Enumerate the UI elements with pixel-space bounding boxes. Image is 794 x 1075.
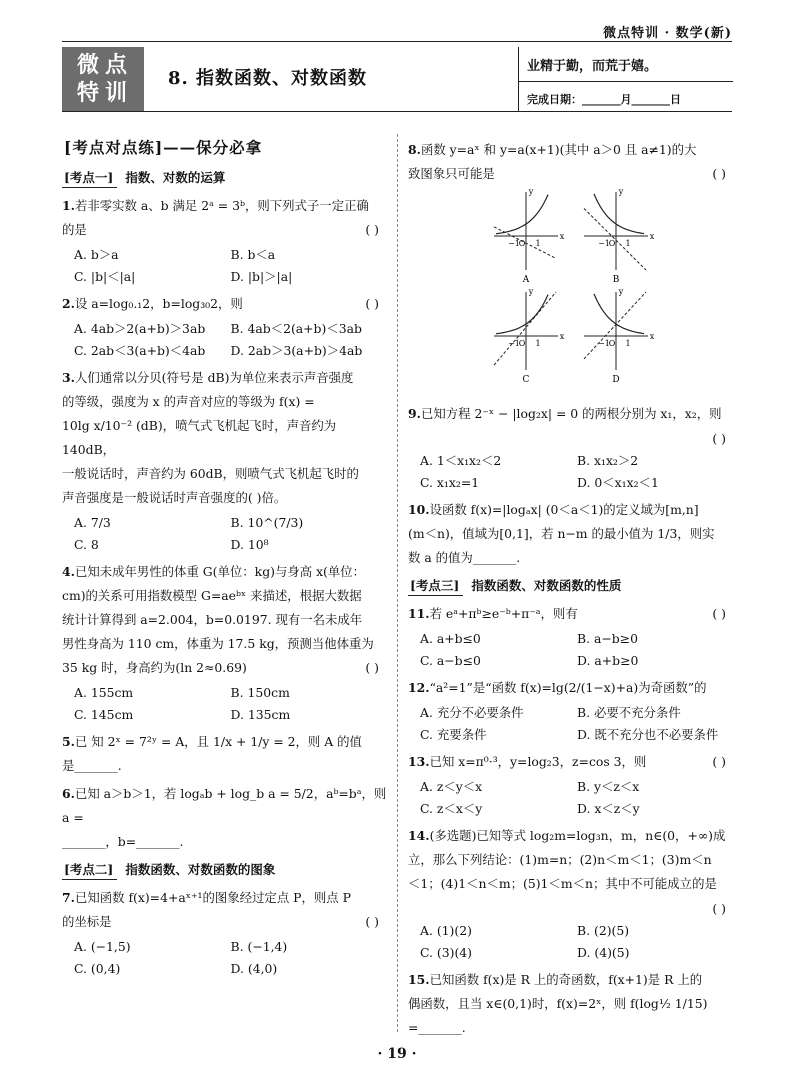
option-c: C. 充要条件 bbox=[420, 727, 487, 742]
option-d: D. 2ab＞3(a+b)＞4ab bbox=[230, 343, 363, 358]
axis-label-x: x bbox=[559, 332, 565, 341]
option-b: B. 必要不充分条件 bbox=[577, 705, 681, 720]
question-text: (m＜n)，值域为[0,1]，若 n−m 的最小值为 1/3，则实 bbox=[408, 526, 715, 541]
question-number: 10. bbox=[408, 502, 430, 517]
question-15 bbox=[408, 968, 734, 1040]
axis-label-y: y bbox=[618, 287, 624, 296]
option-c: C. 8 bbox=[74, 537, 99, 552]
banner-block-line2: 特训 bbox=[76, 80, 133, 106]
question-1 bbox=[62, 194, 387, 242]
question-text: 已知函数 f(x)是 R 上的奇函数，f(x+1)是 R 上的 bbox=[429, 972, 703, 987]
question-text: 统计计算得到 a=2.004，b=0.0197. 现有一名未成年 bbox=[62, 612, 363, 627]
option-b: B. 4ab＜2(a+b)＜3ab bbox=[230, 321, 362, 336]
options-q4 bbox=[62, 682, 387, 726]
options-q3 bbox=[62, 512, 387, 556]
axis-label-y: y bbox=[528, 287, 534, 296]
axis-label-x: x bbox=[649, 332, 655, 341]
question-text: ＜1；(4)1＜n＜m；(5)1＜m＜n；其中不可能成立的是 bbox=[408, 876, 717, 891]
question-number: 9. bbox=[408, 406, 421, 421]
option-c: C. |b|＜|a| bbox=[74, 269, 136, 284]
option-a: A. z＜y＜x bbox=[420, 779, 483, 794]
option-d: D. 0＜x₁x₂＜1 bbox=[577, 475, 659, 490]
option-d: D. |b|＞|a| bbox=[230, 269, 293, 284]
question-text: 若 eᵃ+πᵇ≥e⁻ᵇ+π⁻ᵃ，则有 bbox=[429, 606, 578, 621]
options-q1 bbox=[62, 244, 387, 288]
question-text: 声音强度是一般说话时声音强度的( )倍。 bbox=[62, 490, 287, 505]
question-7 bbox=[62, 886, 387, 934]
option-b: B. y＜z＜x bbox=[577, 779, 640, 794]
question-text: =_______. bbox=[408, 1020, 466, 1035]
section-title: [考点对点练]——保分必拿 bbox=[64, 138, 263, 157]
tick-label: 1 bbox=[625, 239, 631, 248]
answer-paren: ( ) bbox=[365, 660, 379, 675]
question-text: “a²=1”是“函数 f(x)=lg(2/(1−x)+a)为奇函数”的 bbox=[429, 680, 707, 695]
topic-tag: [考点二] bbox=[62, 860, 117, 880]
motto: 业精于勤，而荒于嬉。 bbox=[527, 59, 658, 74]
header-rule bbox=[62, 41, 732, 42]
origin-label: O bbox=[608, 239, 616, 248]
question-text: 若非零实数 a、b 满足 2ᵃ = 3ᵇ，则下列式子一定正确 bbox=[74, 198, 369, 213]
banner-block bbox=[62, 47, 144, 111]
option-b: B. 10^(7/3) bbox=[230, 515, 304, 530]
option-b: B. x₁x₂＞2 bbox=[577, 453, 639, 468]
option-d: D. (4,0) bbox=[230, 961, 278, 976]
banner-block-line1: 微点 bbox=[76, 52, 133, 78]
option-b: B. b＜a bbox=[230, 247, 276, 262]
question-12 bbox=[408, 676, 734, 700]
running-header: 微点特训 · 数学(新) bbox=[603, 26, 732, 41]
question-text: 致图象只可能是 bbox=[408, 166, 495, 181]
tick-label: −1 bbox=[508, 239, 520, 248]
question-10 bbox=[408, 498, 734, 570]
q8-graphs-figure bbox=[486, 188, 666, 396]
question-4 bbox=[62, 560, 387, 680]
q8-graph-options bbox=[408, 188, 734, 398]
origin-label: O bbox=[608, 339, 616, 348]
option-a: A. (1)(2) bbox=[420, 923, 472, 938]
tick-label: 1 bbox=[535, 339, 541, 348]
graph-option-label: A bbox=[522, 275, 530, 285]
option-a: A. 1＜x₁x₂＜2 bbox=[420, 453, 502, 468]
question-text: 偶函数，且当 x∈(0,1)时，f(x)=2ˣ，则 f(log½ 1/15) bbox=[408, 996, 708, 1011]
question-5 bbox=[62, 730, 387, 778]
tick-label: 1 bbox=[535, 239, 541, 248]
option-a: A. b＞a bbox=[74, 247, 119, 262]
question-text: _______，b=_______. bbox=[62, 834, 184, 849]
topic-1-heading bbox=[62, 168, 387, 188]
option-d: D. 135cm bbox=[230, 707, 291, 722]
tick-label: 1 bbox=[625, 339, 631, 348]
question-text: 已知方程 2⁻ˣ − |log₂x| = 0 的两根分别为 x₁，x₂，则 bbox=[420, 406, 722, 421]
options-q11 bbox=[408, 628, 734, 672]
question-number: 4. bbox=[62, 564, 75, 579]
option-c: C. a−b≤0 bbox=[420, 653, 481, 668]
question-number: 8. bbox=[408, 142, 421, 157]
question-8 bbox=[408, 138, 734, 186]
question-number: 14. bbox=[408, 828, 430, 843]
axis-label-y: y bbox=[618, 188, 624, 196]
answer-paren: ( ) bbox=[712, 431, 726, 446]
tick-label: −1 bbox=[598, 239, 610, 248]
answer-paren: ( ) bbox=[712, 901, 726, 916]
left-column bbox=[62, 134, 387, 980]
question-6 bbox=[62, 782, 387, 854]
option-c: C. (0,4) bbox=[74, 961, 121, 976]
tick-label: −1 bbox=[508, 339, 520, 348]
question-number: 11. bbox=[408, 606, 430, 621]
question-13 bbox=[408, 750, 734, 774]
linear-line bbox=[494, 292, 556, 365]
option-b: B. (2)(5) bbox=[577, 923, 630, 938]
question-text: 已知函数 f(x)=4+aˣ⁺¹的图象经过定点 P，则点 P bbox=[74, 890, 351, 905]
completion-date: 完成日期：_______月_______日 bbox=[527, 93, 681, 106]
option-a: A. a+b≤0 bbox=[420, 631, 481, 646]
question-text: 10lg x/10⁻² (dB)，喷气式飞机起飞时，声音约为 140dB， bbox=[62, 418, 337, 457]
question-text: 男性身高为 110 cm，体重为 17.5 kg，预测当他体重为 bbox=[62, 636, 374, 651]
question-text: 已知 a＞b＞1，若 logₐb + log_b a = 5/2，aᵇ=bᵃ，则 a = bbox=[62, 786, 387, 825]
question-number: 15. bbox=[408, 972, 430, 987]
question-number: 12. bbox=[408, 680, 430, 695]
option-c: C. 2ab＜3(a+b)＜4ab bbox=[74, 343, 206, 358]
question-text: 函数 y=aˣ 和 y=a(x+1)(其中 a＞0 且 a≠1)的大 bbox=[420, 142, 697, 157]
question-number: 2. bbox=[62, 296, 75, 311]
options-q14 bbox=[408, 920, 734, 964]
tick-label: −1 bbox=[598, 339, 610, 348]
origin-label: O bbox=[518, 339, 526, 348]
answer-paren: ( ) bbox=[365, 222, 379, 237]
option-b: B. 150cm bbox=[230, 685, 290, 700]
topic-title: 指数函数、对数函数的性质 bbox=[471, 578, 622, 593]
question-number: 13. bbox=[408, 754, 430, 769]
topic-tag: [考点三] bbox=[408, 576, 463, 596]
option-d: D. (4)(5) bbox=[577, 945, 630, 960]
axis-label-x: x bbox=[649, 232, 655, 241]
options-q9 bbox=[408, 450, 734, 494]
topic-title: 指数、对数的运算 bbox=[125, 170, 226, 185]
question-text: 的是 bbox=[62, 222, 87, 237]
answer-paren: ( ) bbox=[712, 754, 726, 769]
option-c: C. 145cm bbox=[74, 707, 134, 722]
option-d: D. 10⁸ bbox=[230, 537, 269, 552]
question-text: 的坐标是 bbox=[62, 914, 112, 929]
axis-label-x: x bbox=[559, 232, 565, 241]
option-a: A. 7/3 bbox=[74, 515, 111, 530]
graph-option-label: D bbox=[612, 375, 620, 385]
option-d: D. 既不充分也不必要条件 bbox=[577, 727, 719, 742]
options-q7 bbox=[62, 936, 387, 980]
graph-option-label: B bbox=[612, 275, 620, 285]
question-14 bbox=[408, 824, 734, 896]
topic-title: 指数函数、对数函数的图象 bbox=[125, 862, 276, 877]
option-c: C. x₁x₂=1 bbox=[420, 475, 480, 490]
question-2 bbox=[62, 292, 387, 316]
question-number: 3. bbox=[62, 370, 75, 385]
banner-bottom-rule bbox=[62, 111, 732, 112]
options-q12 bbox=[408, 702, 734, 746]
topic-tag: [考点一] bbox=[62, 168, 117, 188]
question-text: 是_______. bbox=[62, 758, 122, 773]
option-a: A. 4ab＞2(a+b)＞3ab bbox=[74, 321, 206, 336]
options-q2 bbox=[62, 318, 387, 362]
question-9 bbox=[408, 402, 734, 426]
question-text: 设 a=log₀.₁2，b=log₃₀2，则 bbox=[74, 296, 243, 311]
banner-right-divider bbox=[519, 81, 733, 82]
question-3 bbox=[62, 366, 387, 510]
exp-curve bbox=[594, 294, 644, 334]
answer-paren: ( ) bbox=[712, 166, 726, 181]
option-b: B. (−1,4) bbox=[230, 939, 288, 954]
question-text: 设函数 f(x)=|logₐx| (0＜a＜1)的定义域为[m,n] bbox=[429, 502, 699, 517]
option-d: D. x＜z＜y bbox=[577, 801, 640, 816]
topic-2-heading bbox=[62, 860, 387, 880]
origin-label: O bbox=[518, 239, 526, 248]
topic-3-heading bbox=[408, 576, 734, 596]
answer-paren: ( ) bbox=[712, 606, 726, 621]
answer-paren: ( ) bbox=[365, 914, 379, 929]
question-text: 立，那么下列结论：(1)m=n；(2)n＜m＜1；(3)m＜n bbox=[408, 852, 712, 867]
option-b: B. a−b≥0 bbox=[577, 631, 638, 646]
option-c: C. z＜x＜y bbox=[420, 801, 483, 816]
question-text: 数 a 的值为_______. bbox=[408, 550, 521, 565]
options-q13 bbox=[408, 776, 734, 820]
question-number: 7. bbox=[62, 890, 75, 905]
question-text: 35 kg 时，身高约为(ln 2≈0.69) bbox=[62, 660, 247, 675]
question-text: 已 知 2ˣ = 7²ʸ = A，且 1/x + 1/y = 2，则 A 的值 bbox=[74, 734, 362, 749]
option-c: C. (3)(4) bbox=[420, 945, 473, 960]
axis-label-y: y bbox=[528, 188, 534, 196]
option-a: A. 155cm bbox=[74, 685, 134, 700]
question-text: 已知未成年男性的体重 G(单位：kg)与身高 x(单位： bbox=[74, 564, 366, 579]
question-text: (多选题)已知等式 log₂m=log₃n，m，n∈(0，+∞)成 bbox=[429, 828, 726, 843]
option-a: A. (−1,5) bbox=[74, 939, 131, 954]
exp-curve bbox=[496, 195, 548, 234]
graph-option-label: C bbox=[522, 375, 530, 385]
option-d: D. a+b≥0 bbox=[577, 653, 639, 668]
question-text: 一般说话时，声音约为 60dB，则喷气式飞机起飞时的 bbox=[62, 466, 359, 481]
question-text: 的等级，强度为 x 的声音对应的等级为 f(x) = bbox=[62, 394, 315, 409]
question-11 bbox=[408, 602, 734, 626]
question-text: cm)的关系可用指数模型 G=aeᵇˣ 来描述，根据大数据 bbox=[62, 588, 362, 603]
banner-right-box bbox=[518, 47, 733, 111]
chapter-title: 8. 指数函数、对数函数 bbox=[168, 68, 368, 89]
question-text: 已知 x=π⁰·³，y=log₂3，z=cos 3，则 bbox=[429, 754, 647, 769]
page-number: · 19 · bbox=[377, 1046, 417, 1062]
column-divider bbox=[397, 134, 398, 1032]
linear-line bbox=[584, 292, 646, 359]
question-number: 1. bbox=[62, 198, 75, 213]
answer-paren: ( ) bbox=[365, 296, 379, 311]
exp-curve bbox=[594, 194, 644, 234]
question-text: 人们通常以分贝(符号是 dB)为单位来表示声音强度 bbox=[74, 370, 354, 385]
question-number: 6. bbox=[62, 786, 75, 801]
right-column bbox=[408, 134, 734, 1042]
exp-curve bbox=[496, 295, 548, 334]
option-a: A. 充分不必要条件 bbox=[420, 705, 524, 720]
question-number: 5. bbox=[62, 734, 75, 749]
